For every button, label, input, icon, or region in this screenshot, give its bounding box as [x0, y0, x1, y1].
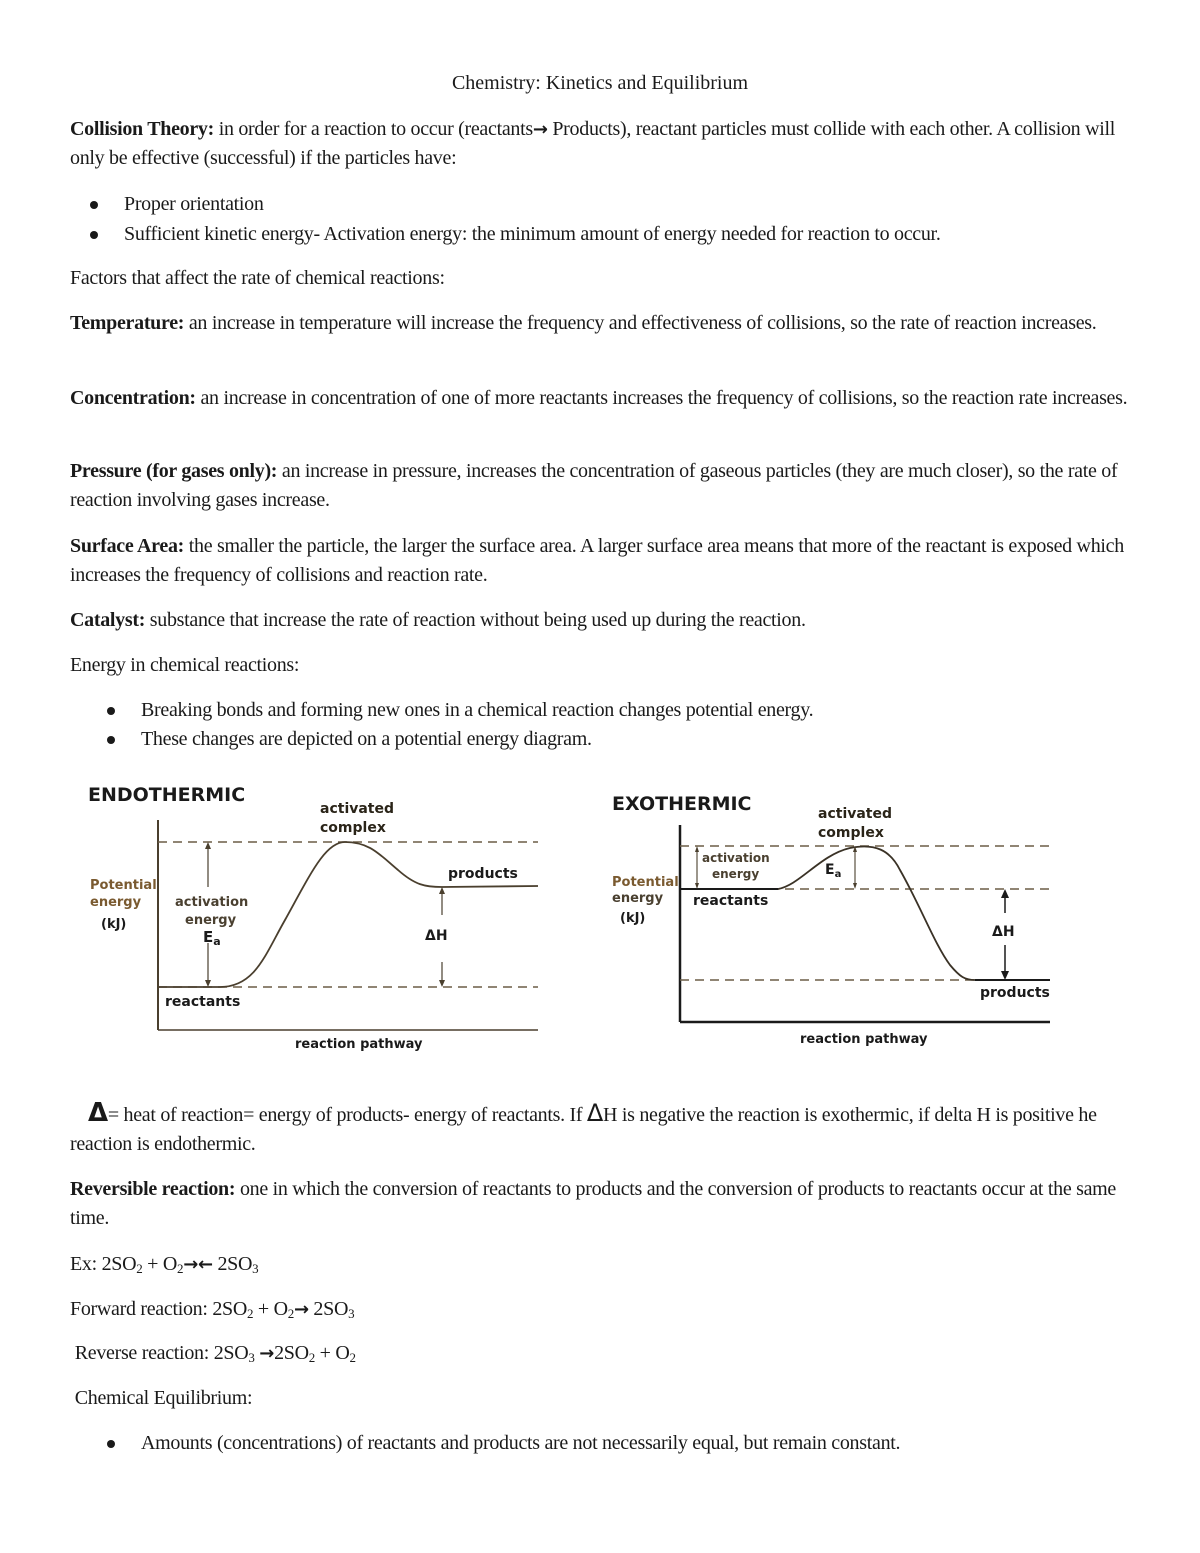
factors-intro: Factors that affect the rate of chemical reactions: — [70, 267, 445, 289]
bullet-icon — [107, 736, 115, 744]
svg-text:Potential: Potential — [90, 878, 157, 893]
collision-theory-term: Collision Theory: — [70, 118, 214, 140]
list-item: Amounts (concentrations) of reactants and products are not necessarily equal, but remain constant. — [141, 1429, 900, 1458]
factor-surface-area: Surface Area: the smaller the particle, the larger the surface area. A larger surface area means that more of the reactant is exposed which increases the frequency of collisions and reaction rate. — [70, 535, 1124, 586]
delta-icon: Δ — [586, 1099, 604, 1127]
right-arrow-icon: → — [183, 1254, 198, 1275]
svg-text:(kJ): (kJ) — [620, 911, 646, 926]
list-item: Proper orientation — [124, 190, 264, 219]
svg-text:energy: energy — [90, 895, 142, 910]
factor-catalyst: Catalyst: substance that increase the rate of reaction without being used up during the reaction. — [70, 609, 806, 631]
factor-temperature: Temperature: an increase in temperature will increase the frequency and effectiveness of collisions, so the rate of reaction increases. — [70, 312, 1097, 334]
list-item: Breaking bonds and forming new ones in a chemical reaction changes potential energy. — [141, 696, 813, 725]
collision-theory-paragraph: Collision Theory: in order for a reaction to occur (reactants→ Products), reactant particles must collide with each other. A collision will only be effective (successful) if the particles have: — [70, 118, 1115, 169]
reversible-reaction-paragraph: Reversible reaction: one in which the conversion of reactants to products and the conversion of products to reactants occur at the same time. — [70, 1178, 1117, 1229]
svg-text:energy: energy — [712, 867, 760, 881]
svg-text:activated: activated — [818, 806, 893, 822]
endothermic-title: ENDOTHERMIC — [88, 784, 246, 806]
ea-label: $E_a$ — [203, 928, 221, 948]
x-axis-label: reaction pathway — [295, 1037, 423, 1052]
reverse-reaction-equation: Reverse reaction: $2SO_3 \to 2SO_2 + O_2$ — [70, 1342, 356, 1365]
example-equation: Ex: $2SO_2$ + $O_2\to\leftarrow$ $2SO_3$ — [70, 1253, 259, 1276]
svg-text:complex: complex — [818, 825, 884, 841]
svg-text:products: products — [980, 985, 1050, 1001]
list-item: These changes are depicted on a potential energy diagram. — [141, 725, 592, 754]
svg-text:complex: complex — [320, 820, 386, 836]
right-arrow-icon: → — [259, 1343, 275, 1364]
delta-h-label: ΔH — [992, 924, 1015, 940]
factor-concentration: Concentration: an increase in concentration of one of more reactants increases the frequency of collisions, so the reaction rate increases. — [70, 387, 1128, 409]
x-axis-label: reaction pathway — [800, 1032, 928, 1047]
svg-text:reactants: reactants — [165, 994, 241, 1010]
svg-text:reactants: reactants — [693, 893, 769, 909]
svg-text:energy: energy — [185, 913, 237, 928]
chemical-equilibrium-heading: Chemical Equilibrium: — [70, 1387, 253, 1409]
svg-text:products: products — [448, 866, 518, 882]
bullet-icon — [107, 707, 115, 715]
svg-text:activated: activated — [320, 801, 395, 817]
left-arrow-icon: ← — [197, 1254, 213, 1275]
delta-h-paragraph: Δ= heat of reaction= energy of products- energy of reactants. If ΔH is negative the reaction is exothermic, if delta H is positive he reaction is endothermic. — [70, 1098, 1097, 1155]
exothermic-title: EXOTHERMIC — [612, 793, 752, 815]
forward-reaction-equation: Forward reaction: $2SO_2 + O_2\to 2SO_3$ — [70, 1298, 355, 1321]
bullet-icon — [107, 1440, 115, 1448]
energy-intro: Energy in chemical reactions: — [70, 654, 300, 676]
list-item: Sufficient kinetic energy- Activation energy: the minimum amount of energy needed for reaction to occur. — [124, 220, 941, 249]
svg-text:activation: activation — [702, 851, 770, 865]
right-arrow-icon: → — [532, 119, 548, 140]
svg-text:energy: energy — [612, 891, 664, 906]
factor-pressure: Pressure (for gases only): an increase in pressure, increases the concentration of gaseous particles (they are much closer), so the rate of reaction involving gases increase. — [70, 460, 1118, 511]
svg-text:Potential: Potential — [612, 875, 679, 890]
svg-text:(kJ): (kJ) — [101, 917, 127, 932]
delta-h-label: ΔH — [425, 928, 448, 944]
bullet-icon — [90, 201, 98, 209]
bullet-icon — [90, 231, 98, 239]
delta-icon: Δ — [88, 1098, 108, 1128]
endothermic-diagram — [80, 775, 560, 1060]
svg-text:activation: activation — [175, 895, 249, 910]
document-title: Chemistry: Kinetics and Equilibrium — [451, 72, 749, 94]
right-arrow-icon: → — [293, 1299, 309, 1320]
exothermic-diagram — [600, 785, 1060, 1050]
ea-label: $E_a$ — [825, 862, 842, 880]
